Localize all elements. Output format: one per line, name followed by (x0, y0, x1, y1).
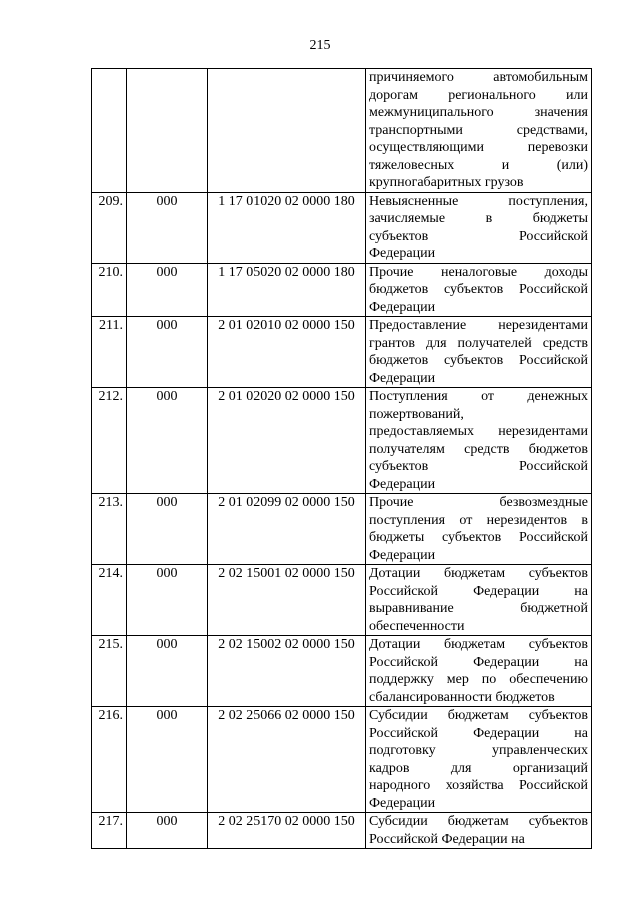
classification-code-cell (208, 69, 366, 193)
table-body (92, 69, 592, 849)
admin-code-cell: 000 (127, 388, 208, 494)
description-line: субъектов Российской (369, 459, 588, 474)
row-number-cell: 211. (92, 317, 127, 388)
description-line: Федерации (369, 246, 436, 261)
description-line: бюджетов субъектов Российской (369, 353, 588, 368)
description-line: Федерации (369, 547, 436, 563)
description-line: грантов для получателей средств (369, 335, 588, 351)
row-number-cell: 209. (92, 192, 127, 263)
admin-code-cell: 000 (127, 813, 208, 849)
table-row (92, 317, 592, 388)
table-row (92, 263, 592, 317)
description-line: Поступления от денежных (369, 389, 588, 404)
row-number-cell: 217. (92, 813, 127, 849)
description-cell (366, 69, 592, 193)
admin-code-cell: 000 (127, 192, 208, 263)
description-line: транспортными средствами, (369, 122, 588, 138)
description-line: кадров для организаций (369, 760, 588, 776)
admin-code-cell (127, 69, 208, 193)
description-cell (366, 192, 592, 263)
row-number-cell: 210. (92, 263, 127, 317)
description-line: Российской Федерации на (369, 583, 588, 599)
description-line: бюджетов субъектов Российской (369, 282, 588, 297)
description-line: Прочие безвозмездные (369, 495, 588, 510)
description-line: предоставляемых нерезидентами (369, 424, 588, 439)
description-line: крупногабаритных грузов (369, 175, 524, 190)
description-cell (366, 494, 592, 565)
description-line: подготовку управленческих (369, 743, 588, 758)
description-line: получателям средств бюджетов (369, 441, 588, 457)
description-line: осуществляющими перевозки (369, 140, 588, 155)
description-line: народного хозяйства Российской (369, 778, 588, 793)
description-line: поступления от нерезидентов в (369, 512, 588, 528)
description-line: межмуниципального значения (369, 105, 588, 120)
table-row (92, 707, 592, 813)
table-row (92, 636, 592, 707)
description-line: Российской Федерации на (369, 725, 588, 741)
classification-code-cell: 1 17 01020 02 0000 180 (208, 192, 366, 263)
admin-code-cell: 000 (127, 494, 208, 565)
admin-code-cell: 000 (127, 707, 208, 813)
description-line: субъектов Российской (369, 228, 588, 244)
description-line: бюджеты субъектов Российской (369, 530, 588, 545)
classification-code-cell: 2 02 15001 02 0000 150 (208, 565, 366, 636)
description-line: Федерации (369, 370, 436, 386)
description-line: Невыясненные поступления, (369, 193, 588, 209)
description-line: зачисляемые в бюджеты (369, 211, 588, 226)
description-line: дорогам регионального или (369, 87, 588, 103)
table-row (92, 565, 592, 636)
page-number: 215 (309, 38, 331, 53)
budget-revenue-table (91, 68, 592, 849)
table-row (92, 388, 592, 494)
table-row (92, 494, 592, 565)
description-cell (366, 317, 592, 388)
description-cell (366, 813, 592, 849)
description-line: Федерации (369, 476, 436, 492)
classification-code-cell: 2 02 25170 02 0000 150 (208, 813, 366, 849)
description-cell (366, 388, 592, 494)
description-line: тяжеловесных и (или) (369, 157, 588, 173)
classification-code-cell: 2 01 02099 02 0000 150 (208, 494, 366, 565)
description-line: Дотации бюджетам субъектов (369, 637, 588, 652)
description-line: Субсидии бюджетам субъектов (369, 814, 588, 829)
admin-code-cell: 000 (127, 317, 208, 388)
classification-code-cell: 2 01 02010 02 0000 150 (208, 317, 366, 388)
description-line: обеспеченности (369, 618, 465, 634)
description-cell (366, 636, 592, 707)
description-line: сбалансированности бюджетов (369, 689, 555, 705)
description-line: выравнивание бюджетной (369, 601, 588, 616)
description-cell (366, 263, 592, 317)
description-line: Федерации (369, 299, 436, 315)
classification-code-cell: 2 02 25066 02 0000 150 (208, 707, 366, 813)
row-number-cell: 213. (92, 494, 127, 565)
description-line: пожертвований, (369, 406, 464, 422)
description-line: Федерации (369, 795, 436, 811)
description-line: Российской Федерации на (369, 831, 525, 847)
row-number-cell: 212. (92, 388, 127, 494)
description-line: Дотации бюджетам субъектов (369, 566, 588, 581)
table-row (92, 813, 592, 849)
description-line: причиняемого автомобильным (369, 70, 588, 85)
description-cell (366, 565, 592, 636)
row-number-cell: 214. (92, 565, 127, 636)
classification-code-cell: 2 01 02020 02 0000 150 (208, 388, 366, 494)
description-line: Предоставление нерезидентами (369, 318, 588, 333)
row-number-cell (92, 69, 127, 193)
row-number-cell: 215. (92, 636, 127, 707)
classification-code-cell: 1 17 05020 02 0000 180 (208, 263, 366, 317)
description-line: Прочие неналоговые доходы (369, 264, 588, 280)
classification-code-cell: 2 02 15002 02 0000 150 (208, 636, 366, 707)
description-line: поддержку мер по обеспечению (369, 672, 588, 687)
table-row (92, 192, 592, 263)
description-cell (366, 707, 592, 813)
admin-code-cell: 000 (127, 565, 208, 636)
row-number-cell: 216. (92, 707, 127, 813)
description-line: Российской Федерации на (369, 654, 588, 670)
admin-code-cell: 000 (127, 263, 208, 317)
admin-code-cell: 000 (127, 636, 208, 707)
table-row (92, 69, 592, 193)
description-line: Субсидии бюджетам субъектов (369, 708, 588, 723)
